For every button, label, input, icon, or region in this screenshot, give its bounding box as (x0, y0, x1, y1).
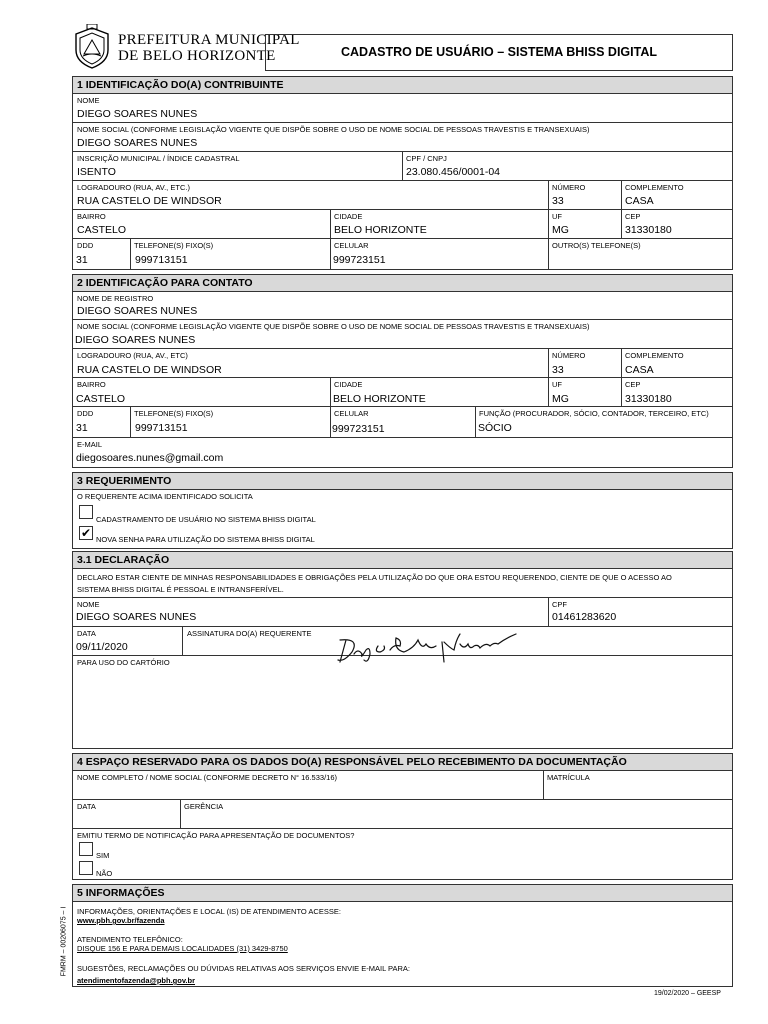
s1-celular: 999723151 (333, 254, 386, 266)
s2-funcao-label: FUNÇÃO (PROCURADOR, SÓCIO, CONTADOR, TERCEIRO, ETC) (479, 409, 709, 418)
s2-cep-label: CEP (625, 380, 641, 389)
s1-telefone: 999713151 (135, 254, 188, 266)
s1-cep: 31330180 (625, 224, 672, 236)
s3-opt2-checkbox[interactable]: ✔ (80, 526, 92, 540)
s31-cartorio-label: PARA USO DO CARTÓRIO (77, 658, 170, 667)
side-form-code: FMRM – 00206075 – I (60, 906, 68, 977)
s4-nao-label: NÃO (96, 869, 113, 878)
s31-cpf: 01461283620 (552, 611, 617, 623)
s1-cep-label: CEP (625, 212, 641, 221)
s31-nome: DIEGO SOARES NUNES (76, 611, 197, 623)
s31-cpf-label: CPF (552, 600, 567, 609)
s2-complemento: CASA (625, 364, 654, 376)
s4-nome-label: NOME COMPLETO / NOME SOCIAL (CONFORME DECRETO N° 16.533/16) (77, 773, 337, 782)
s31-text2: SISTEMA BHISS DIGITAL É PESSOAL E INTRANSFERÍVEL. (77, 585, 284, 594)
s1-nome-social: DIEGO SOARES NUNES (77, 137, 198, 149)
s2-cidade-label: CIDADE (334, 380, 363, 389)
s2-nome-social: DIEGO SOARES NUNES (75, 334, 196, 346)
s1-numero-label: NÚMERO (552, 183, 586, 192)
s2-celular-label: CELULAR (334, 409, 369, 418)
s4-gerencia-label: GERÊNCIA (184, 802, 224, 811)
s1-telefone-label: TELEFONE(S) FIXO(S) (134, 241, 214, 250)
section3-header: 3 REQUERIMENTO (72, 472, 733, 490)
s3-opt1-checkbox[interactable] (79, 505, 93, 519)
s2-nome-social-label: NOME SOCIAL (CONFORME LEGISLAÇÃO VIGENTE QUE DISPÕE SOBRE O USO DE NOME SOCIAL DE PESSOAS TRAVESTIS E TRANSEXUAIS) (77, 322, 590, 331)
s1-cpf-label: CPF / CNPJ (406, 154, 447, 163)
s2-ddd: 31 (76, 422, 88, 434)
s1-nome-label: NOME (77, 96, 100, 105)
s2-funcao: SÓCIO (478, 422, 512, 434)
s2-complemento-label: COMPLEMENTO (625, 351, 684, 360)
form-date-code: 19/02/2020 – GEESP (654, 990, 721, 997)
s3-opt1-label: CADASTRAMENTO DE USUÁRIO NO SISTEMA BHISS DIGITAL (96, 515, 316, 524)
section1-header: 1 IDENTIFICAÇÃO DO(A) CONTRIBUINTE (72, 76, 733, 94)
s5-link1[interactable]: www.pbh.gov.br/fazenda (77, 916, 165, 925)
s1-logradouro-label: LOGRADOURO (RUA, AV., ETC.) (77, 183, 190, 192)
s1-outros-label: OUTRO(S) TELEFONE(S) (552, 241, 641, 250)
section2-header: 2 IDENTIFICAÇÃO PARA CONTATO (72, 274, 733, 292)
s1-inscricao-label: INSCRIÇÃO MUNICIPAL / ÍNDICE CADASTRAL (77, 154, 240, 163)
s2-uf: MG (552, 393, 569, 405)
s31-assinatura-label: ASSINATURA DO(A) REQUERENTE (187, 629, 312, 638)
s31-nome-label: NOME (77, 600, 100, 609)
s2-cidade: BELO HORIZONTE (333, 393, 426, 405)
title-box (265, 34, 733, 71)
s4-emitiu-label: EMITIU TERMO DE NOTIFICAÇÃO PARA APRESENTAÇÃO DE DOCUMENTOS? (77, 831, 355, 840)
s1-cpf: 23.080.456/0001-04 (406, 166, 501, 178)
s5-info2: ATENDIMENTO TELEFÔNICO: (77, 935, 183, 944)
signature (330, 620, 530, 666)
s1-celular-label: CELULAR (334, 241, 369, 250)
s4-matricula-label: MATRÍCULA (547, 773, 590, 782)
s2-bairro: CASTELO (76, 393, 126, 405)
s4-nao-checkbox[interactable] (79, 861, 93, 875)
s5-info3: DISQUE 156 E PARA DEMAIS LOCALIDADES (31) 3429-8750 (77, 944, 288, 953)
s2-celular: 999723151 (332, 423, 385, 435)
s2-nome-label: NOME DE REGISTRO (77, 294, 154, 303)
s1-cidade: BELO HORIZONTE (334, 224, 427, 236)
s1-complemento-label: COMPLEMENTO (625, 183, 684, 192)
s31-data: 09/11/2020 (76, 641, 128, 653)
s5-link2[interactable]: atendimentofazenda@pbh.gov.br (77, 976, 196, 985)
s31-data-label: DATA (77, 629, 96, 638)
s4-data-label: DATA (77, 802, 96, 811)
logo-line2: DE BELO HORIZONTE (118, 48, 276, 64)
s1-ddd-label: DDD (77, 241, 94, 250)
section4-header: 4 ESPAÇO RESERVADO PARA OS DADOS DO(A) RESPONSÁVEL PELO RECEBIMENTO DA DOCUMENTAÇÃO (72, 753, 733, 771)
s31-text1: DECLARO ESTAR CIENTE DE MINHAS RESPONSABILIDADES E OBRIGAÇÕES PELA UTILIZAÇÃO DO QUE ORA ESTOU REQUERENDO, CIENTE DE QUE O ACESSO AO (77, 573, 672, 582)
s1-bairro: CASTELO (77, 224, 127, 236)
s2-ddd-label: DDD (77, 409, 94, 418)
s3-opt2-label: NOVA SENHA PARA UTILIZAÇÃO DO SISTEMA BHISS DIGITAL (96, 535, 315, 544)
s2-numero-label: NÚMERO (552, 351, 586, 360)
section5-header: 5 INFORMAÇÕES (72, 884, 733, 902)
s1-uf: MG (552, 224, 569, 236)
s1-bairro-label: BAIRRO (77, 212, 106, 221)
s1-complemento: CASA (625, 195, 654, 207)
s2-bairro-label: BAIRRO (77, 380, 106, 389)
s2-nome: DIEGO SOARES NUNES (77, 305, 198, 317)
s2-logradouro-label: LOGRADOURO (RUA, AV., ETC) (77, 351, 188, 360)
coat-of-arms-icon (70, 24, 114, 70)
s4-sim-checkbox[interactable] (79, 842, 93, 856)
s1-ddd: 31 (76, 254, 88, 266)
s5-info4: SUGESTÕES, RECLAMAÇÕES OU DÚVIDAS RELATIVAS AOS SERVIÇOS ENVIE E-MAIL PARA: (77, 964, 411, 973)
s1-cidade-label: CIDADE (334, 212, 363, 221)
page-title: CADASTRO DE USUÁRIO – SISTEMA BHISS DIGITAL (341, 45, 657, 59)
s2-uf-label: UF (552, 380, 562, 389)
s1-nome: DIEGO SOARES NUNES (77, 108, 198, 120)
logo-line1: PREFEITURA MUNICIPAL (118, 32, 300, 48)
s1-logradouro: RUA CASTELO DE WINDSOR (77, 195, 222, 207)
s1-uf-label: UF (552, 212, 562, 221)
s2-email: diegosoares.nunes@gmail.com (76, 452, 224, 464)
section31-header: 3.1 DECLARAÇÃO (72, 551, 733, 569)
s2-numero: 33 (552, 364, 564, 376)
section4-box (72, 770, 733, 880)
s2-telefone-label: TELEFONE(S) FIXO(S) (134, 409, 214, 418)
s3-intro: O REQUERENTE ACIMA IDENTIFICADO SOLICITA (77, 492, 253, 501)
s2-logradouro: RUA CASTELO DE WINDSOR (77, 364, 222, 376)
s2-email-label: E-MAIL (77, 440, 103, 449)
s1-inscricao: ISENTO (77, 166, 116, 178)
s5-info1: INFORMAÇÕES, ORIENTAÇÕES E LOCAL (IS) DE ATENDIMENTO ACESSE: (77, 907, 341, 916)
s1-nome-social-label: NOME SOCIAL (CONFORME LEGISLAÇÃO VIGENTE QUE DISPÕE SOBRE O USO DE NOME SOCIAL DE PESSOAS TRAVESTIS E TRANSEXUAIS) (77, 125, 590, 134)
s2-telefone: 999713151 (135, 422, 188, 434)
s1-numero: 33 (552, 195, 564, 207)
pbh-logo (70, 24, 300, 70)
s2-cep: 31330180 (625, 393, 672, 405)
s4-sim-label: SIM (96, 851, 110, 860)
